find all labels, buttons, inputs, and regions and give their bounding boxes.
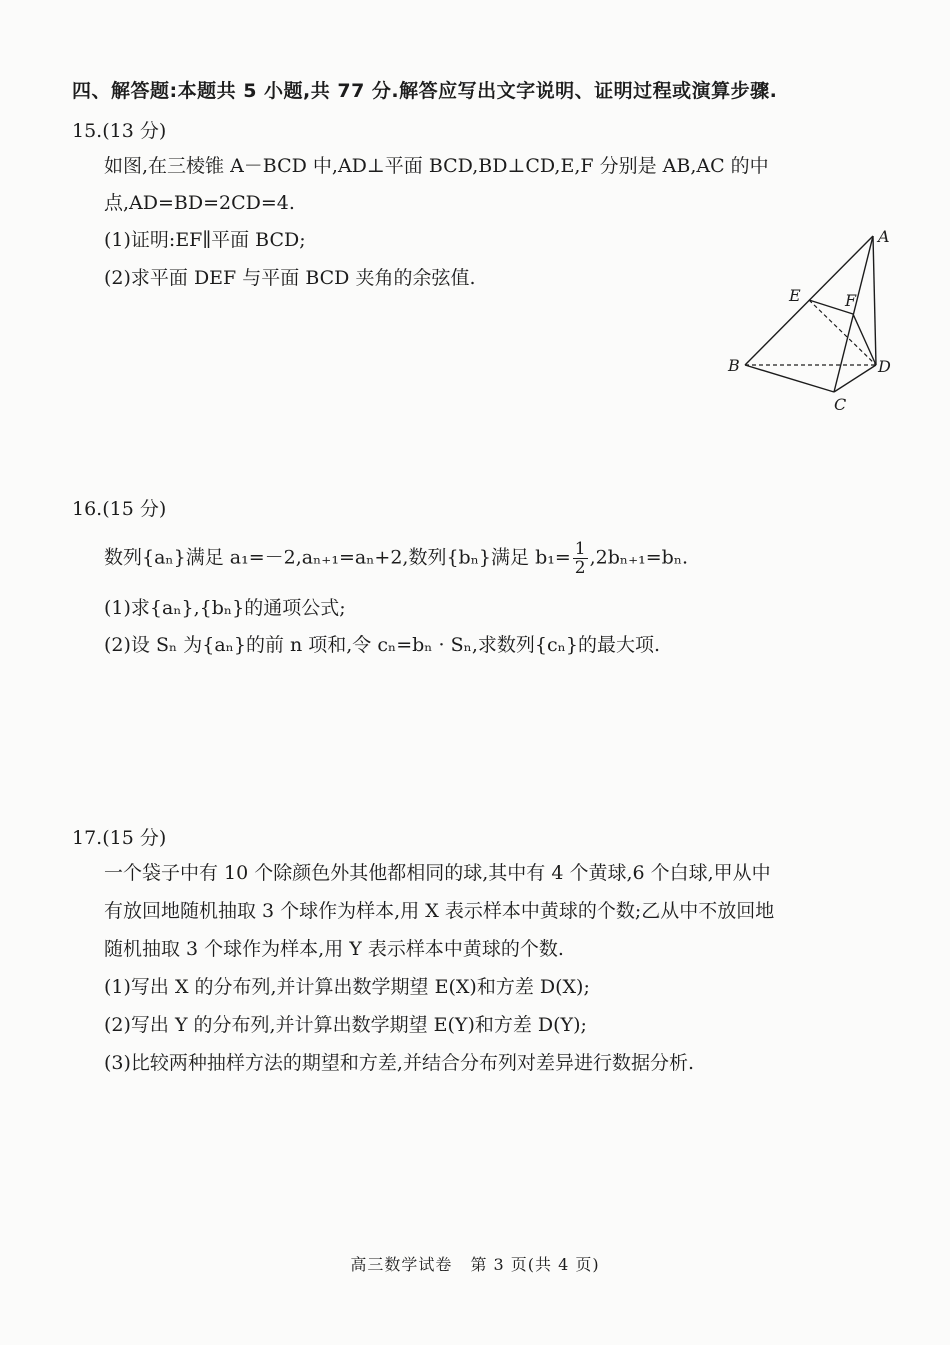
q15-stem-line2: 点,AD=BD=2CD=4. (104, 192, 295, 214)
q17-stem-line2: 有放回地随机抽取 3 个球作为样本,用 X 表示样本中黄球的个数;乙从中不放回地 (104, 900, 775, 922)
segment-FD (853, 314, 876, 365)
edge-AD (873, 236, 876, 365)
q17-stem-line3: 随机抽取 3 个球作为样本,用 Y 表示样本中黄球的个数. (104, 938, 564, 960)
q17-part2: (2)写出 Y 的分布列,并计算出数学期望 E(Y)和方差 D(Y); (104, 1014, 587, 1036)
label-F: F (845, 291, 857, 310)
q16-number: 16.(15 分) (72, 498, 167, 520)
q15-stem-line1: 如图,在三棱锥 A－BCD 中,AD⊥平面 BCD,BD⊥CD,E,F 分别是 AB,AC 的中 (104, 155, 769, 177)
q17-part3: (3)比较两种抽样方法的期望和方差,并结合分布列对差异进行数据分析. (104, 1052, 694, 1074)
q15-number: 15.(13 分) (72, 120, 167, 142)
q16-stem-a: 数列{aₙ}满足 a₁=－2,aₙ₊₁=aₙ+2,数列{bₙ}满足 b₁= (104, 546, 571, 569)
fraction-denominator: 2 (574, 558, 586, 578)
q17-part1: (1)写出 X 的分布列,并计算出数学期望 E(X)和方差 D(X); (104, 976, 590, 998)
footer-exam-name: 高三数学试卷 (350, 1255, 453, 1274)
q16-part1: (1)求{aₙ},{bₙ}的通项公式; (104, 597, 346, 619)
footer-page-info: 第 3 页(共 4 页) (470, 1255, 600, 1274)
label-C: C (834, 395, 847, 414)
label-B: B (728, 356, 740, 375)
label-E: E (789, 286, 801, 305)
label-A: A (878, 227, 890, 246)
fraction-one-half (573, 540, 588, 577)
q16-stem (104, 540, 688, 577)
edge-BC (745, 365, 834, 392)
q15-part2: (2)求平面 DEF 与平面 BCD 夹角的余弦值. (104, 267, 476, 289)
tetrahedron-diagram (720, 225, 900, 415)
fraction-numerator: 1 (574, 539, 586, 559)
q17-number: 17.(15 分) (72, 827, 167, 849)
q16-stem-b: ,2bₙ₊₁=bₙ. (589, 546, 689, 569)
section-heading: 四、解答题:本题共 5 小题,共 77 分.解答应写出文字说明、证明过程或演算步骤. (72, 80, 778, 102)
q15-part1: (1)证明:EF∥平面 BCD; (104, 229, 306, 251)
tetrahedron-figure (720, 225, 900, 415)
label-D: D (878, 357, 891, 376)
page-footer (0, 1252, 950, 1275)
q17-stem-line1: 一个袋子中有 10 个除颜色外其他都相同的球,其中有 4 个黄球,6 个白球,甲从中 (104, 862, 771, 884)
q16-part2: (2)设 Sₙ 为{aₙ}的前 n 项和,令 cₙ=bₙ · Sₙ,求数列{cₙ}的最大项. (104, 634, 660, 656)
